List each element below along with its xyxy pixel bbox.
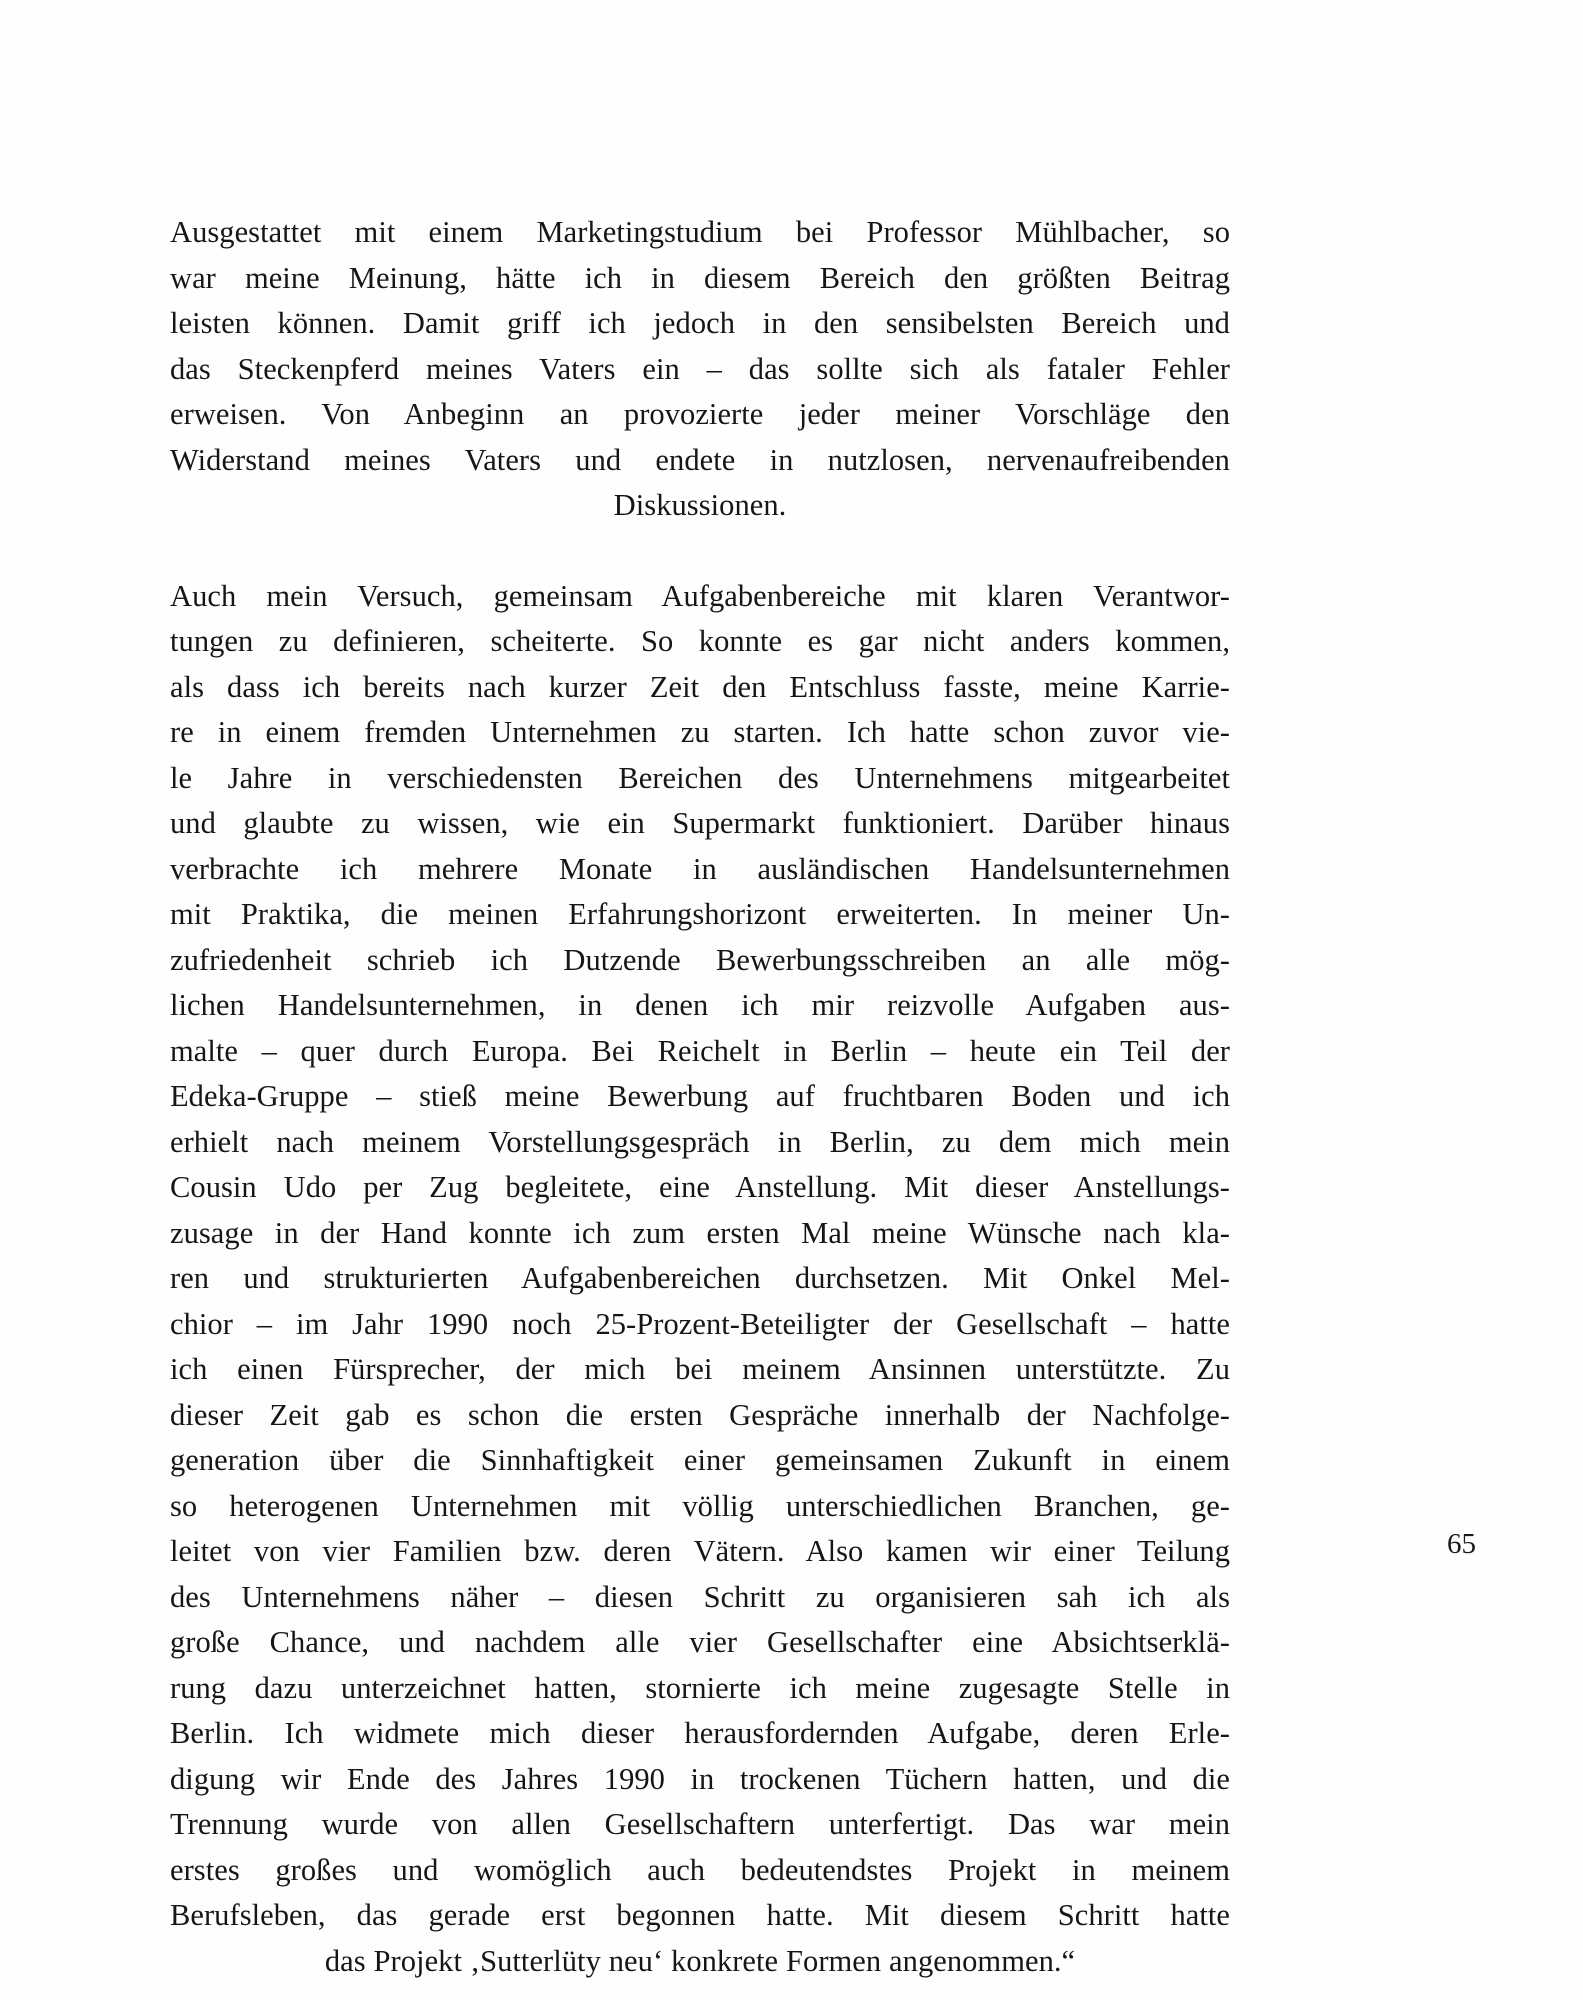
text-line: malte – quer durch Europa. Bei Reichelt in Berlin – heute ein Teil der	[170, 1033, 1230, 1068]
text-line: als dass ich bereits nach kurzer Zeit den Entschluss fasste, meine Karrie-	[170, 669, 1230, 704]
text-line: und glaubte zu wissen, wie ein Supermarkt funktioniert. Darüber hinaus	[170, 806, 1230, 840]
page-number: 65	[1447, 1528, 1476, 1560]
text-line: digung wir Ende des Jahres 1990 in trockenen Tüchern hatten, und die	[170, 1761, 1230, 1796]
text-line: leisten können. Damit griff ich jedoch in den sensibelsten Bereich und	[170, 306, 1230, 340]
text-line: rung dazu unterzeichnet hatten, stornierte ich meine zugesagte Stelle in	[170, 1670, 1230, 1705]
text-line: zufriedenheit schrieb ich Dutzende Bewerbungsschreiben an alle mög-	[170, 942, 1230, 977]
text-line: Berufsleben, das gerade erst begonnen hatte. Mit diesem Schritt hatte	[170, 1898, 1230, 1932]
text-line: Ausgestattet mit einem Marketingstudium bei Professor Mühlbacher, so	[170, 215, 1230, 249]
body-text-column	[170, 210, 1230, 1984]
paragraph-2	[170, 574, 1230, 1985]
text-line: so heterogenen Unternehmen mit völlig unterschiedlichen Branchen, ge-	[170, 1488, 1230, 1523]
text-line: re in einem fremden Unternehmen zu starten. Ich hatte schon zuvor vie-	[170, 715, 1230, 749]
text-line: war meine Meinung, hätte ich in diesem Bereich den größten Beitrag	[170, 260, 1230, 295]
text-line: leitet von vier Familien bzw. deren Vätern. Also kamen wir einer Teilung	[170, 1534, 1230, 1568]
text-line: Widerstand meines Vaters und endete in nutzlosen, nervenaufreibenden	[170, 442, 1230, 477]
text-line: erweisen. Von Anbeginn an provozierte jeder meiner Vorschläge den	[170, 397, 1230, 431]
text-line: Edeka-Gruppe – stieß meine Bewerbung auf fruchtbaren Boden und ich	[170, 1079, 1230, 1113]
text-line: ren und strukturierten Aufgabenbereichen durchsetzen. Mit Onkel Mel-	[170, 1261, 1230, 1295]
text-line: des Unternehmens näher – diesen Schritt zu organisieren sah ich als	[170, 1579, 1230, 1614]
text-line: Trennung wurde von allen Gesellschaftern unterfertigt. Das war mein	[170, 1807, 1230, 1841]
text-line: das Steckenpferd meines Vaters ein – das sollte sich als fataler Fehler	[170, 351, 1230, 386]
text-line: Cousin Udo per Zug begleitete, eine Anstellung. Mit dieser Anstellungs-	[170, 1170, 1230, 1204]
text-line: generation über die Sinnhaftigkeit einer gemeinsamen Zukunft in einem	[170, 1443, 1230, 1477]
text-line: erstes großes und womöglich auch bedeutendstes Projekt in meinem	[170, 1852, 1230, 1887]
text-line: verbrachte ich mehrere Monate in ausländischen Handelsunternehmen	[170, 851, 1230, 886]
text-line: große Chance, und nachdem alle vier Gesellschafter eine Absichtserklä-	[170, 1625, 1230, 1659]
text-line: lichen Handelsunternehmen, in denen ich mir reizvolle Aufgaben aus-	[170, 988, 1230, 1022]
text-line: Diskussionen.	[613, 488, 787, 522]
text-line: le Jahre in verschiedensten Bereichen des Unternehmens mitgearbeitet	[170, 760, 1230, 795]
text-line: Berlin. Ich widmete mich dieser herausfordernden Aufgabe, deren Erle-	[170, 1716, 1230, 1750]
paragraph-1	[170, 210, 1230, 529]
text-line: das Projekt ‚Sutterlüty neu‘ konkrete Formen angenommen.“	[324, 1943, 1076, 1978]
text-line: tungen zu definieren, scheiterte. So konnte es gar nicht anders kommen,	[170, 624, 1230, 658]
text-line: ich einen Fürsprecher, der mich bei meinem Ansinnen unterstützte. Zu	[170, 1352, 1230, 1386]
text-line: dieser Zeit gab es schon die ersten Gespräche innerhalb der Nachfolge-	[170, 1397, 1230, 1432]
text-line: zusage in der Hand konnte ich zum ersten Mal meine Wünsche nach kla-	[170, 1215, 1230, 1250]
text-line: chior – im Jahr 1990 noch 25-Prozent-Beteiligter der Gesellschaft – hatte	[170, 1306, 1230, 1341]
text-line: erhielt nach meinem Vorstellungsgespräch in Berlin, zu dem mich mein	[170, 1124, 1230, 1159]
text-line: mit Praktika, die meinen Erfahrungshorizont erweiterten. In meiner Un-	[170, 897, 1230, 931]
text-line: Auch mein Versuch, gemeinsam Aufgabenbereiche mit klaren Verantwor-	[170, 578, 1230, 613]
